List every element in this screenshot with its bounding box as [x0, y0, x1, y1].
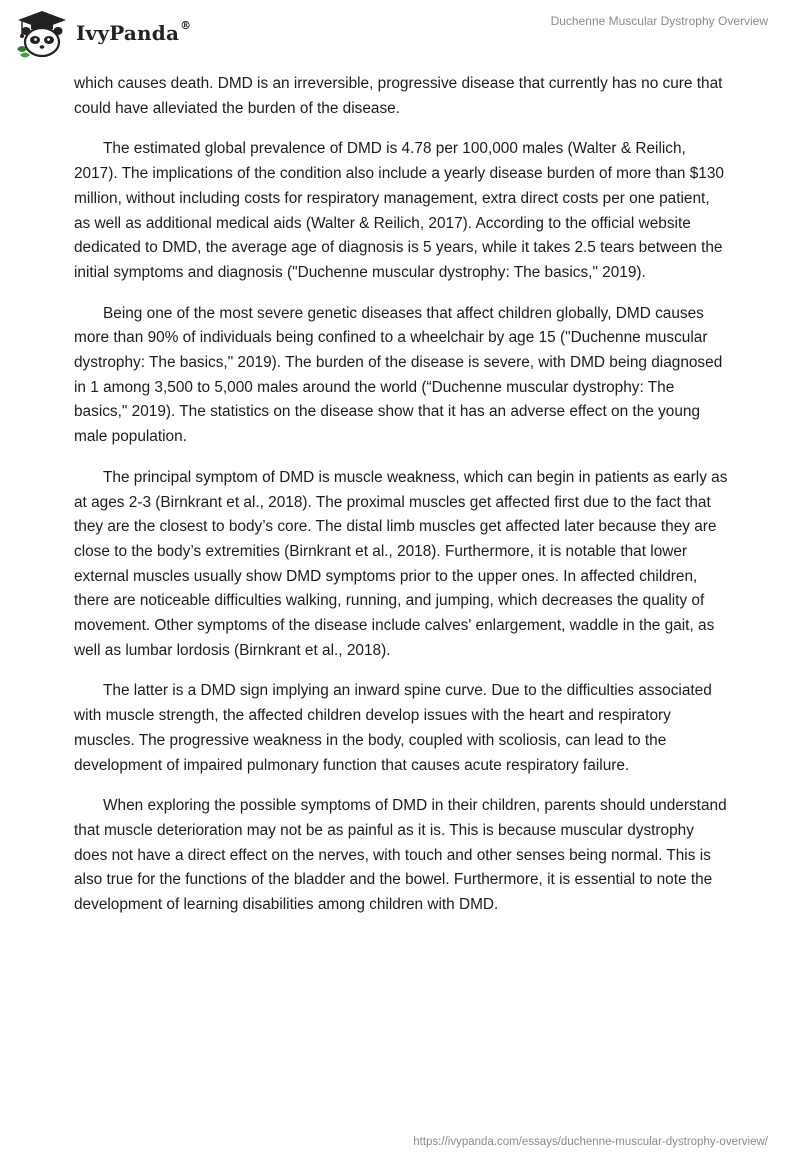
paragraph: The estimated global prevalence of DMD is 4.78 per 100,000 males (Walter & Reilich, 2017). The implications of the condition also include a yearly disease burden of more than $130 million, without including costs for respiratory management, extra direct costs per one patient, as well as additional medical aids (Walter & Reilich, 2017). According to the official website dedicated to DMD, the average age of diagnosis is 5 years, while it takes 2.5 tears between the initial symptoms and diagnosis ("Duchenne muscular dystrophy: The basics," 2019).: [74, 140, 724, 281]
source-url-link[interactable]: https://ivypanda.com/essays/duchenne-muscular-dystrophy-overview/: [413, 1136, 768, 1148]
brand-name-text: IvyPanda: [76, 21, 180, 45]
brand-name: [76, 21, 191, 45]
page-header: [0, 0, 800, 64]
paragraph: The principal symptom of DMD is muscle weakness, which can begin in patients as early as at ages 2-3 (Birnkrant et al., 2018). The proximal muscles get affected first due to the fact that they are the closest to body’s core. The distal limb muscles get affected later because they are close to the body’s extremities (Birnkrant et al., 2018). Furthermore, it is notable that lower external muscles usually show DMD symptoms prior to the upper ones. In affected children, there are noticeable difficulties walking, running, and jumping, which decreases the quality of movement. Other symptoms of the disease include calves' enlargement, waddle in the gait, as well as lumbar lordosis (Birnkrant et al., 2018).: [74, 468, 728, 659]
brand-logo-link[interactable]: [14, 9, 191, 59]
essay-body: [74, 72, 728, 934]
paragraph: Being one of the most severe genetic diseases that affect children globally, DMD causes more than 90% of individuals being confined to a wheelchair by age 15 ("Duchenne muscular dystrophy: The basics," 2019). The burden of the disease is severe, with DMD being diagnosed in 1 among 3,500 to 5,000 males around the world (“Duchenne muscular dystrophy: The basics," 2019). The statistics on the disease show that it has an adverse effect on the young male population.: [74, 304, 723, 446]
panda-graduate-icon: [14, 9, 70, 59]
paragraph: The latter is a DMD sign implying an inward spine curve. Due to the difficulties associated with muscle strength, the affected children develop issues with the heart and respiratory muscles. The progressive weakness in the body, coupled with scoliosis, can lead to the development of impaired pulmonary function that causes acute respiratory failure.: [74, 682, 712, 774]
paragraph: When exploring the possible symptoms of DMD in their children, parents should understand that muscle deterioration may not be as painful as it is. This is because muscular dystrophy does not have a direct effect on the nerves, with touch and other senses being normal. This is also true for the functions of the bladder and the bowel. Furthermore, it is essential to note the development of learning disabilities among children with DMD.: [74, 797, 727, 914]
registered-mark: ®: [180, 19, 192, 32]
paragraph: which causes death. DMD is an irreversible, progressive disease that currently has no cure that could have alleviated the burden of the disease.: [74, 75, 723, 117]
document-title: Duchenne Muscular Dystrophy Overview: [550, 14, 768, 28]
